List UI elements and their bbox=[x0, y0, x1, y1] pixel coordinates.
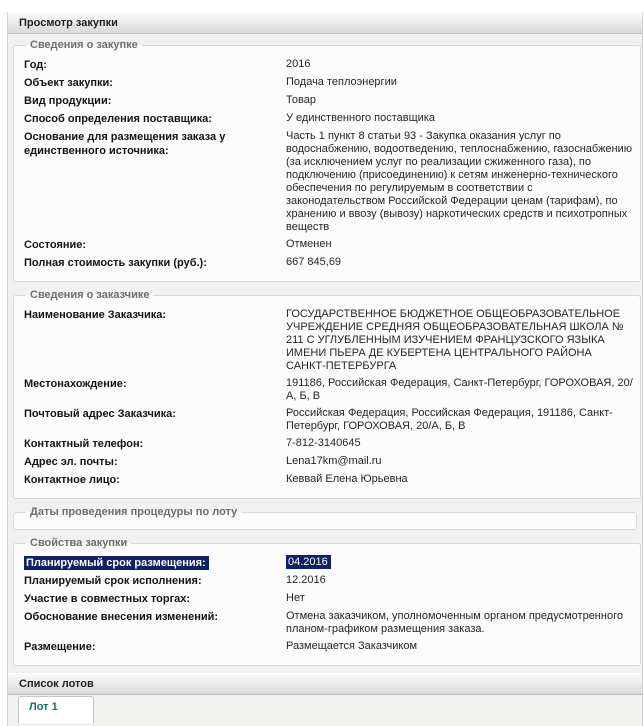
field-row-joint-bidding bbox=[24, 592, 634, 606]
fieldset-purchase-properties bbox=[13, 537, 641, 666]
fieldset-purchase-properties-legend: Свойства закупки bbox=[30, 537, 128, 549]
fieldset-lot-procedure-dates bbox=[13, 506, 637, 530]
field-value: 2016 bbox=[286, 58, 311, 70]
field-row-contact-phone bbox=[24, 437, 634, 451]
field-label: Планируемый срок исполнения: bbox=[24, 575, 202, 587]
lot-tabs bbox=[8, 695, 642, 726]
fieldset-purchase-info-legend: Сведения о закупке bbox=[30, 39, 138, 51]
field-value bbox=[286, 556, 634, 570]
field-label: Способ определения поставщика: bbox=[24, 113, 212, 125]
field-label: Год: bbox=[24, 59, 47, 71]
field-value: Размещается Заказчиком bbox=[286, 640, 418, 652]
field-value: 667 845,69 bbox=[286, 256, 342, 268]
field-row-status bbox=[24, 238, 634, 252]
selected-text: Планируемый срок размещения: bbox=[24, 556, 209, 570]
field-label: Объект закупки: bbox=[24, 77, 113, 89]
field-label: Обоснование внесения изменений: bbox=[24, 611, 219, 623]
field-label: Состояние: bbox=[24, 239, 87, 251]
selected-text: 04.2016 bbox=[286, 555, 331, 569]
lots-list-header: Список лотов bbox=[8, 673, 642, 695]
field-value: ГОСУДАРСТВЕННОЕ БЮДЖЕТНОЕ ОБЩЕОБРАЗОВАТЕЛЬНОЕ УЧРЕЖДЕНИЕ СРЕДНЯЯ ОБЩЕОБРАЗОВАТЕЛЬНАЯ ШКОЛА № 211 С УГЛУБЛЕННЫМ ИЗУЧЕНИЕМ ФРАНЦУЗСКОГО ЯЗЫКА ИМЕНИ ПЬЕРА ДЕ КУБЕРТЕНА ЦЕНТРАЛЬНОГО РАЙОНА САНКТ-ПЕТЕРБУРГА bbox=[286, 308, 624, 372]
fieldset-customer-info-legend: Сведения о заказчике bbox=[30, 289, 150, 301]
field-row-contact-person bbox=[24, 473, 634, 487]
field-value: 7-812-3140645 bbox=[286, 437, 361, 449]
field-row-single-source-basis bbox=[24, 130, 634, 234]
field-value: Нет bbox=[286, 592, 305, 604]
fieldset-customer-info bbox=[13, 289, 641, 499]
fieldset-lot-procedure-dates-legend: Даты проведения процедуры по лоту bbox=[30, 506, 238, 518]
field-row-location bbox=[24, 377, 634, 403]
field-value: Отменен bbox=[286, 238, 332, 250]
field-row-planned-execution-date bbox=[24, 574, 634, 588]
fieldset-purchase-info bbox=[13, 39, 641, 282]
field-label: Основание для размещения заказа у единственного источника: bbox=[24, 131, 226, 157]
field-label: Местонахождение: bbox=[24, 378, 127, 390]
field-value: 191186, Российская Федерация, Санкт-Петербург, ГОРОХОВАЯ, 20/А, Б, В bbox=[286, 377, 633, 402]
field-value: У единственного поставщика bbox=[286, 112, 435, 124]
field-row-total-cost bbox=[24, 256, 634, 270]
field-label: Контактный телефон: bbox=[24, 438, 144, 450]
field-row-purchase-object bbox=[24, 76, 634, 90]
field-row-change-justification bbox=[24, 610, 634, 636]
field-row-postal-address bbox=[24, 407, 634, 433]
page-title: Просмотр закупки bbox=[8, 12, 642, 34]
field-value: Lena17km@mail.ru bbox=[286, 455, 382, 467]
field-label: Вид продукции: bbox=[24, 95, 112, 107]
field-row-customer-name bbox=[24, 308, 634, 373]
tab-lot-1[interactable]: Лот 1 bbox=[18, 696, 94, 723]
content-area bbox=[8, 34, 642, 666]
purchase-view-panel bbox=[7, 12, 643, 726]
field-row-planned-placement-date bbox=[24, 556, 634, 570]
field-label: Полная стоимость закупки (руб.): bbox=[24, 257, 207, 269]
field-row-year bbox=[24, 58, 634, 72]
field-value: Подача теплоэнергии bbox=[286, 76, 397, 88]
field-label bbox=[24, 556, 286, 570]
field-row-email bbox=[24, 455, 634, 469]
field-value: Отмена заказчиком, уполномоченным органом предусмотренного планом-графиком размещения заказа. bbox=[286, 610, 623, 635]
field-row-product-type bbox=[24, 94, 634, 108]
field-label: Участие в совместных торгах: bbox=[24, 593, 191, 605]
field-value: Кеввай Елена Юрьевна bbox=[286, 473, 408, 485]
field-row-placement bbox=[24, 640, 634, 654]
field-label: Размещение: bbox=[24, 641, 96, 653]
field-value: Российская Федерация, Российская Федерация, 191186, Санкт-Петербург, ГОРОХОВАЯ, 20/А, Б, В bbox=[286, 407, 613, 432]
field-label: Адрес эл. почты: bbox=[24, 456, 118, 468]
field-row-supplier-method bbox=[24, 112, 634, 126]
field-value: Товар bbox=[286, 94, 316, 106]
field-label: Наименование Заказчика: bbox=[24, 309, 167, 321]
field-value: 12.2016 bbox=[286, 574, 326, 586]
field-label: Почтовый адрес Заказчика: bbox=[24, 408, 176, 420]
field-value: Часть 1 пункт 8 статьи 93 - Закупка оказания услуг по водоснабжению, водоотведению, теплоснабжению, газоснабжению (за исключением услуг по реализации сжиженного газа), по подключению (присоединению) к сетям инженерно-технического обеспечения по регулируемым в соответствии с законодательством Российской Федерации ценам (тарифам), по хранению и ввозу (вывозу) наркотических средств и психотропных веществ bbox=[286, 130, 633, 233]
field-label: Контактное лицо: bbox=[24, 474, 120, 486]
